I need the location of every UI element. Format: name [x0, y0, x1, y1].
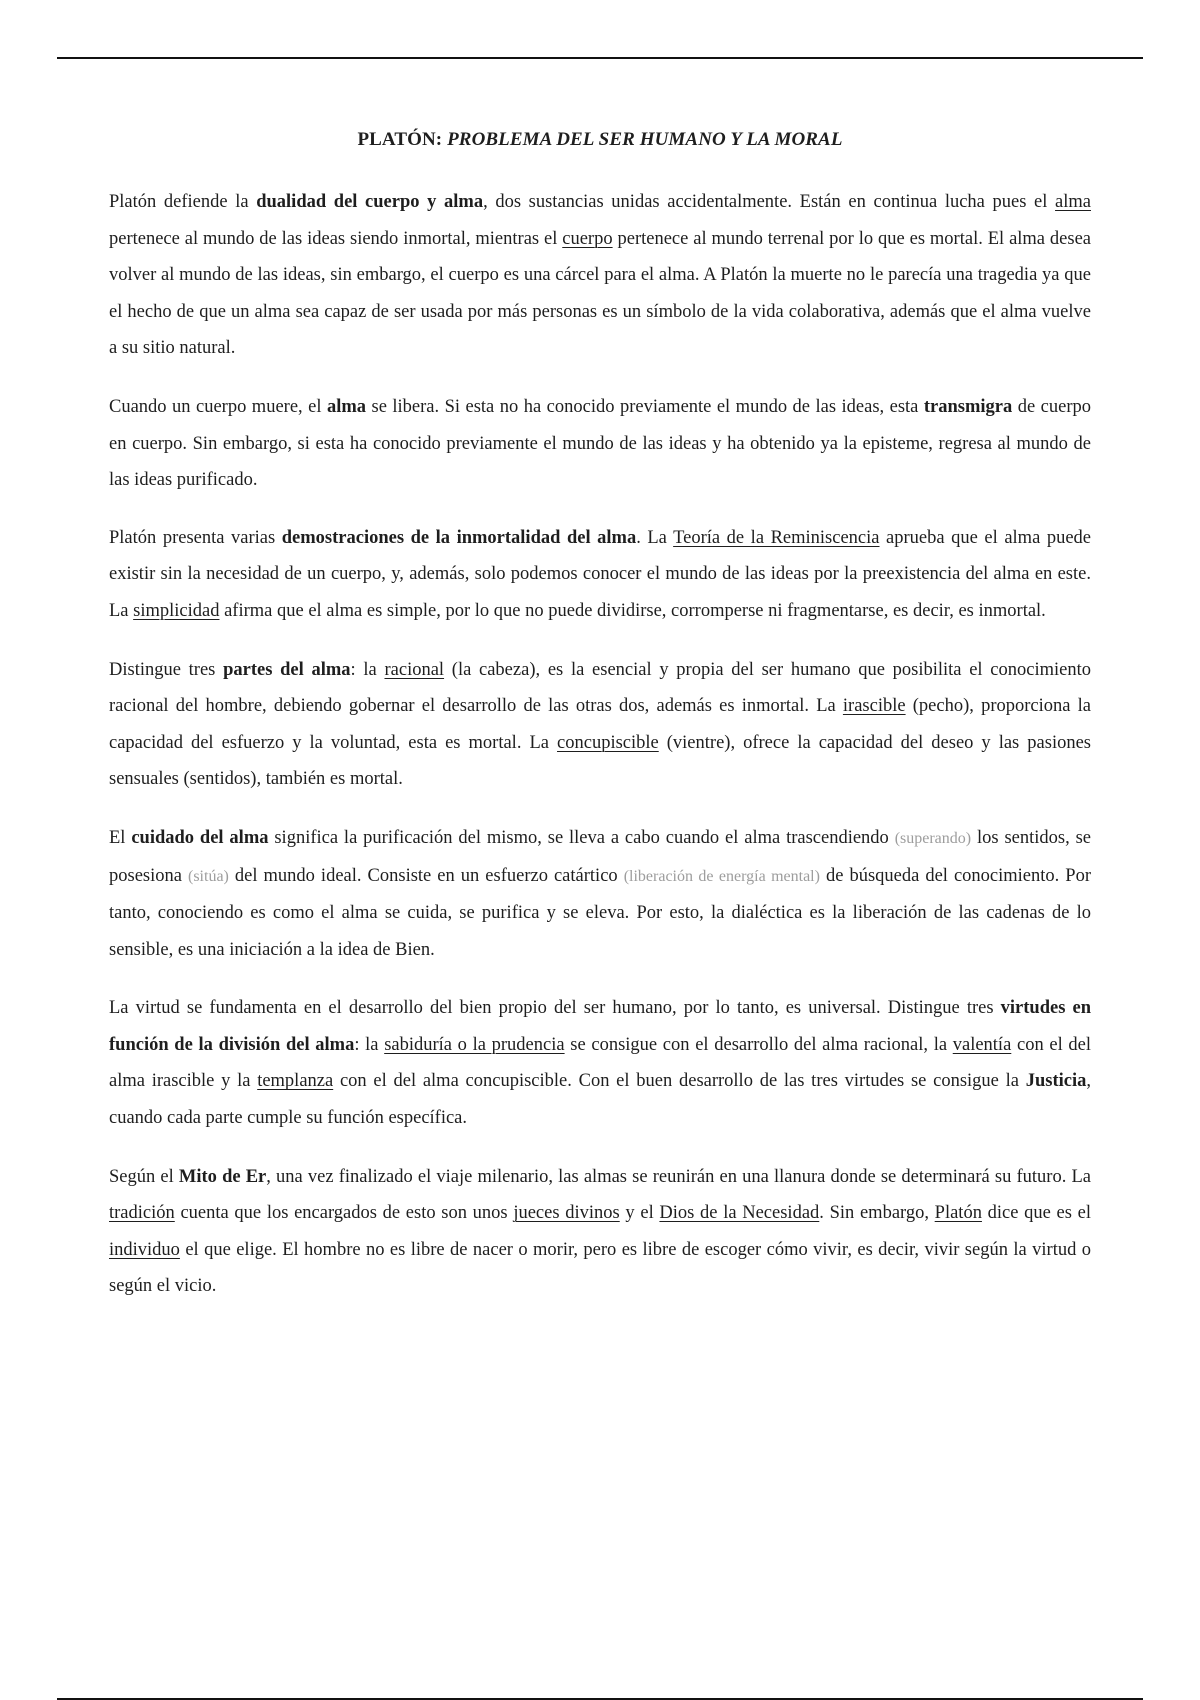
paragraph-mito-er: [109, 1159, 1091, 1305]
underlined-term: Teoría de la Reminiscencia: [673, 527, 880, 548]
text-run: , cuando cada parte cumple su función específica.: [109, 1071, 1091, 1129]
text-run: : la: [354, 1034, 385, 1055]
text-run: (la cabeza), es la esencial y propia del ser humano que posibilita el conocimiento racional del hombre, debiendo gobernar el desarrollo de las otras dos, además es inmortal. La: [109, 659, 1091, 717]
text-run: (vientre), ofrece la capacidad del deseo y las pasiones sensuales (sentidos), también es mortal.: [109, 732, 1091, 790]
text-run: y el: [619, 1203, 660, 1224]
underlined-term: tradición: [109, 1203, 175, 1224]
text-run: cuenta que los encargados de esto son unos: [174, 1203, 514, 1224]
underlined-term: Dios de la Necesidad: [659, 1203, 820, 1224]
underlined-term: alma: [1055, 192, 1091, 212]
paragraph-transmigracion: [109, 389, 1091, 499]
text-run: pertenece al mundo terrenal por lo que es mortal. El alma desea volver al mundo de las ideas, sin embargo, el cuerpo es una cárcel para el alma. A Platón la muerte no le parecía una tragedia ya que el hecho de que un alma sea capaz de ser usada por más personas es un símbolo de la vida colaborativa, además que el alma vuelve a su sitio natural.: [109, 228, 1091, 359]
text-run: (pecho), proporciona la capacidad del esfuerzo y la voluntad, esta es mortal. La: [109, 696, 1091, 753]
underlined-term: individuo: [109, 1239, 180, 1260]
gloss-note: (sitúa): [188, 867, 229, 885]
bold-term: dualidad del cuerpo y alma: [256, 192, 484, 212]
text-run: el que elige. El hombre no es libre de nacer o morir, pero es libre de escoger cómo vivir, es decir, vivir según la virtud o según el vicio.: [109, 1239, 1091, 1297]
gloss-note: (superando): [894, 829, 972, 847]
text-run: Platón presenta varias: [109, 527, 282, 548]
bold-term: transmigra: [923, 396, 1013, 417]
text-run: de búsqueda del conocimiento. Por tanto, conociendo es como el alma se cuida, se purifica y se eleva. Por esto, la dialéctica es la liberación de las cadenas de lo sensible, es una iniciación a la idea de Bien.: [109, 865, 1092, 960]
bold-term: demostraciones de la inmortalidad del alma: [281, 527, 637, 548]
underlined-term: concupiscible: [557, 732, 659, 753]
document-body: [109, 184, 1091, 1327]
underlined-term: templanza: [257, 1071, 334, 1092]
gloss-note: (liberación de energía mental): [623, 867, 820, 885]
text-run: Distingue tres: [109, 659, 224, 680]
text-run: El: [109, 827, 132, 848]
bold-term: cuidado del alma: [131, 827, 269, 848]
text-run: , una vez finalizado el viaje milenario, las almas se reunirán en una llanura donde se determinará su futuro. La: [266, 1166, 1091, 1187]
title-author: PLATÓN:: [357, 129, 443, 150]
text-run: dice que es el: [981, 1203, 1091, 1224]
underlined-term: irascible: [842, 696, 906, 717]
underlined-term: jueces divinos: [513, 1203, 620, 1224]
text-run: Platón defiende la: [109, 192, 257, 212]
text-run: con el del alma irascible y la: [109, 1034, 1092, 1092]
bold-term: partes del alma: [223, 659, 351, 680]
underlined-term: sabiduría o la prudencia: [384, 1034, 565, 1055]
text-run: significa la purificación del mismo, se lleva a cabo cuando el alma trascendiendo: [268, 827, 895, 848]
text-run: se consigue con el desarrollo del alma racional, la: [564, 1034, 953, 1055]
paragraph-inmortalidad: [109, 520, 1091, 630]
text-run: del mundo ideal. Consiste en un esfuerzo catártico: [228, 865, 624, 886]
underlined-term: valentía: [952, 1034, 1012, 1055]
paragraph-partes-alma: [109, 652, 1091, 798]
document-title: [0, 129, 1200, 151]
text-run: los sentidos, se posesiona: [109, 827, 1091, 886]
text-run: , dos sustancias unidas accidentalmente. Están en continua lucha pues el: [483, 192, 1056, 212]
text-run: afirma que el alma es simple, por lo que no puede dividirse, corromperse ni fragmentarse, es decir, es inmortal.: [219, 600, 1046, 621]
top-rule: [57, 57, 1143, 59]
underlined-term: Platón: [934, 1203, 982, 1224]
text-run: : la: [350, 659, 385, 680]
paragraph-cuidado-alma: [109, 820, 1091, 968]
text-run: Según el: [109, 1166, 179, 1187]
text-run: de cuerpo en cuerpo. Sin embargo, si esta ha conocido previamente el mundo de las ideas y ha obtenido ya la episteme, regresa al mundo de las ideas purificado.: [109, 396, 1091, 491]
paragraph-virtudes: [109, 990, 1091, 1136]
bold-term: Justicia: [1025, 1071, 1087, 1092]
text-run: con el del alma concupiscible. Con el buen desarrollo de las tres virtudes se consigue la: [333, 1071, 1026, 1092]
title-subject: PROBLEMA DEL SER HUMANO Y LA MORAL: [447, 129, 843, 150]
bold-term: alma: [326, 396, 367, 417]
underlined-term: cuerpo: [562, 228, 613, 249]
text-run: La virtud se fundamenta en el desarrollo del bien propio del ser humano, por lo tanto, es universal. Distingue tres: [109, 998, 1001, 1019]
text-run: aprueba que el alma puede existir sin la necesidad de un cuerpo, y, además, solo podemos conocer el mundo de las ideas por la preexistencia del alma en este. La: [109, 527, 1092, 621]
text-run: Cuando un cuerpo muere, el: [109, 396, 327, 417]
text-run: pertenece al mundo de las ideas siendo inmortal, mientras el: [109, 228, 563, 249]
text-run: se libera. Si esta no ha conocido previamente el mundo de las ideas, esta: [366, 396, 924, 417]
text-run: . Sin embargo,: [819, 1203, 935, 1224]
text-run: . La: [636, 527, 674, 548]
underlined-term: racional: [384, 659, 445, 680]
paragraph-dualidad: [109, 184, 1091, 367]
bold-term: virtudes en función de la división del alma: [109, 998, 1091, 1055]
underlined-term: simplicidad: [133, 600, 220, 621]
bold-term: Mito de Er: [178, 1166, 267, 1187]
